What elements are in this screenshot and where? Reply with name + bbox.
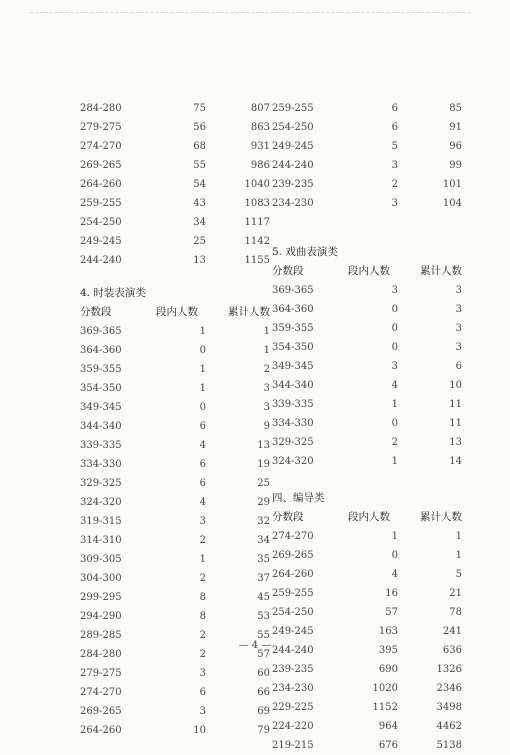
count-cell: 676 [378, 740, 398, 751]
count-cell: 6 [199, 687, 206, 698]
count-cell: 0 [199, 402, 206, 413]
score-range-cell: 224-220 [272, 721, 314, 732]
score-range-cell: 229-225 [272, 702, 314, 713]
cumulative-cell: 1083 [244, 198, 270, 209]
table-row [80, 550, 270, 569]
table-row [80, 607, 270, 626]
table-row [80, 251, 270, 270]
header-cumulative: 累计人数 [228, 306, 270, 318]
table-row [80, 118, 270, 137]
table-row [272, 546, 462, 565]
cumulative-cell: 3 [455, 342, 462, 353]
table-row [80, 156, 270, 175]
count-cell: 54 [193, 179, 206, 190]
table-row [272, 622, 462, 641]
table-row [272, 319, 462, 338]
section-b-title: 四、编导类 [272, 492, 325, 504]
table-row [272, 565, 462, 584]
cumulative-cell: 1117 [244, 217, 270, 228]
score-range-cell: 369-365 [80, 326, 122, 337]
table-row [80, 213, 270, 232]
top-rule [30, 12, 470, 13]
score-range-cell: 299-295 [80, 592, 122, 603]
cumulative-cell: 1040 [244, 179, 270, 190]
table-row [272, 736, 462, 755]
cumulative-cell: 4462 [436, 721, 462, 732]
cumulative-cell: 2 [263, 364, 270, 375]
count-cell: 57 [385, 607, 398, 618]
score-range-cell: 364-360 [272, 304, 314, 315]
cumulative-cell: 3 [455, 285, 462, 296]
cumulative-cell: 6 [455, 361, 462, 372]
table-row [80, 664, 270, 683]
count-cell: 6 [391, 103, 398, 114]
score-range-cell: 359-355 [80, 364, 122, 375]
count-cell: 55 [193, 160, 206, 171]
score-range-cell: 344-340 [80, 421, 122, 432]
score-range-cell: 264-260 [272, 569, 314, 580]
count-cell: 964 [378, 721, 398, 732]
count-cell: 13 [193, 255, 206, 266]
right-column [272, 99, 462, 755]
score-range-cell: 364-360 [80, 345, 122, 356]
page-number: — 4 — [238, 640, 272, 651]
cumulative-cell: 863 [250, 122, 270, 133]
score-range-cell: 244-240 [80, 255, 122, 266]
count-cell: 34 [193, 217, 206, 228]
cumulative-cell: 1155 [244, 255, 270, 266]
cumulative-cell: 3 [263, 402, 270, 413]
table-row [80, 702, 270, 721]
table-row [80, 99, 270, 118]
table-row [80, 232, 270, 251]
cumulative-cell: 1 [455, 550, 462, 561]
count-cell: 1 [199, 326, 206, 337]
cumulative-cell: 37 [257, 573, 270, 584]
count-cell: 4 [391, 380, 398, 391]
score-range-cell: 259-255 [272, 103, 314, 114]
section5-title: 5. 戏曲表演类 [272, 246, 338, 258]
score-range-cell: 269-265 [272, 550, 314, 561]
count-cell: 1020 [372, 683, 398, 694]
table-row [80, 683, 270, 702]
table-row [272, 679, 462, 698]
score-range-cell: 244-240 [272, 160, 314, 171]
count-cell: 2 [391, 179, 398, 190]
count-cell: 56 [193, 122, 206, 133]
table-row [272, 414, 462, 433]
count-cell: 3 [199, 706, 206, 717]
score-range-cell: 314-310 [80, 535, 122, 546]
cumulative-cell: 241 [442, 626, 462, 637]
table-row [80, 322, 270, 341]
score-range-cell: 369-365 [272, 285, 314, 296]
cumulative-cell: 78 [449, 607, 462, 618]
cumulative-cell: 99 [449, 160, 462, 171]
count-cell: 0 [391, 418, 398, 429]
count-cell: 1 [391, 456, 398, 467]
table-row [272, 357, 462, 376]
score-range-cell: 284-280 [80, 649, 122, 660]
score-range-cell: 319-315 [80, 516, 122, 527]
count-cell: 3 [391, 285, 398, 296]
score-range-cell: 309-305 [80, 554, 122, 565]
right-continued-table [272, 99, 462, 213]
count-cell: 8 [199, 611, 206, 622]
table-row [272, 717, 462, 736]
cumulative-cell: 55 [257, 630, 270, 641]
table-row [272, 584, 462, 603]
cumulative-cell: 11 [449, 399, 462, 410]
table-row [80, 531, 270, 550]
score-range-cell: 259-255 [272, 588, 314, 599]
table-row [272, 338, 462, 357]
table-row [272, 603, 462, 622]
score-range-cell: 254-250 [80, 217, 122, 228]
count-cell: 6 [199, 421, 206, 432]
cumulative-cell: 14 [449, 456, 462, 467]
table-row [272, 433, 462, 452]
count-cell: 2 [199, 535, 206, 546]
cumulative-cell: 79 [257, 725, 270, 736]
table-row [80, 493, 270, 512]
score-range-cell: 264-260 [80, 725, 122, 736]
cumulative-cell: 5 [455, 569, 462, 580]
cumulative-cell: 986 [250, 160, 270, 171]
cumulative-cell: 32 [257, 516, 270, 527]
score-range-cell: 349-345 [80, 402, 122, 413]
header-count: 段内人数 [156, 306, 198, 318]
count-cell: 0 [391, 323, 398, 334]
cumulative-cell: 53 [257, 611, 270, 622]
count-cell: 6 [391, 122, 398, 133]
count-cell: 5 [391, 141, 398, 152]
count-cell: 4 [199, 440, 206, 451]
table-row [80, 436, 270, 455]
count-cell: 1 [199, 554, 206, 565]
count-cell: 3 [391, 361, 398, 372]
table-row [80, 474, 270, 493]
cumulative-cell: 35 [257, 554, 270, 565]
cumulative-cell: 60 [257, 668, 270, 679]
cumulative-cell: 1142 [244, 236, 270, 247]
section-b-header-row [272, 508, 462, 527]
cumulative-cell: 21 [449, 588, 462, 599]
cumulative-cell: 85 [449, 103, 462, 114]
count-cell: 1152 [372, 702, 398, 713]
section5-table [272, 281, 462, 471]
score-range-cell: 334-330 [272, 418, 314, 429]
count-cell: 16 [385, 588, 398, 599]
section4-table [80, 322, 270, 740]
header-score-range: 分数段 [272, 265, 304, 277]
score-range-cell: 349-345 [272, 361, 314, 372]
table-row [272, 175, 462, 194]
score-range-cell: 344-340 [272, 380, 314, 391]
header-count: 段内人数 [348, 511, 390, 523]
score-range-cell: 244-240 [272, 645, 314, 656]
count-cell: 3 [391, 160, 398, 171]
score-range-cell: 324-320 [272, 456, 314, 467]
count-cell: 3 [391, 198, 398, 209]
count-cell: 2 [391, 437, 398, 448]
cumulative-cell: 3 [455, 304, 462, 315]
score-range-cell: 354-350 [80, 383, 122, 394]
count-cell: 3 [199, 516, 206, 527]
score-range-cell: 359-355 [272, 323, 314, 334]
score-range-cell: 249-245 [80, 236, 122, 247]
header-cumulative: 累计人数 [420, 265, 462, 277]
score-range-cell: 324-320 [80, 497, 122, 508]
count-cell: 2 [199, 649, 206, 660]
count-cell: 1 [199, 383, 206, 394]
header-count: 段内人数 [348, 265, 390, 277]
count-cell: 1 [391, 399, 398, 410]
count-cell: 0 [391, 304, 398, 315]
score-range-cell: 254-250 [272, 122, 314, 133]
cumulative-cell: 807 [250, 103, 270, 114]
table-row [272, 300, 462, 319]
count-cell: 43 [193, 198, 206, 209]
count-cell: 0 [391, 342, 398, 353]
score-range-cell: 234-230 [272, 198, 314, 209]
count-cell: 2 [199, 630, 206, 641]
table-row [272, 527, 462, 546]
score-range-cell: 254-250 [272, 607, 314, 618]
header-cumulative: 累计人数 [420, 511, 462, 523]
cumulative-cell: 2346 [436, 683, 462, 694]
count-cell: 6 [199, 459, 206, 470]
table-row [80, 455, 270, 474]
score-range-cell: 354-350 [272, 342, 314, 353]
cumulative-cell: 3 [455, 323, 462, 334]
cumulative-cell: 10 [449, 380, 462, 391]
table-row [80, 379, 270, 398]
table-row [272, 118, 462, 137]
count-cell: 1 [391, 531, 398, 542]
cumulative-cell: 1 [263, 326, 270, 337]
score-range-cell: 294-290 [80, 611, 122, 622]
table-row [80, 569, 270, 588]
cumulative-cell: 19 [257, 459, 270, 470]
cumulative-cell: 1326 [436, 664, 462, 675]
score-range-cell: 259-255 [80, 198, 122, 209]
cumulative-cell: 13 [449, 437, 462, 448]
table-row [272, 194, 462, 213]
score-range-cell: 279-275 [80, 668, 122, 679]
score-range-cell: 239-235 [272, 664, 314, 675]
table-row [272, 660, 462, 679]
cumulative-cell: 636 [442, 645, 462, 656]
cumulative-cell: 45 [257, 592, 270, 603]
table-row [80, 398, 270, 417]
cumulative-cell: 5138 [436, 740, 462, 751]
count-cell: 8 [199, 592, 206, 603]
score-range-cell: 264-260 [80, 179, 122, 190]
count-cell: 4 [199, 497, 206, 508]
cumulative-cell: 9 [263, 421, 270, 432]
score-range-cell: 219-215 [272, 740, 314, 751]
score-range-cell: 289-285 [80, 630, 122, 641]
cumulative-cell: 1 [455, 531, 462, 542]
count-cell: 2 [199, 573, 206, 584]
table-row [272, 281, 462, 300]
score-range-cell: 234-230 [272, 683, 314, 694]
cumulative-cell: 1 [263, 345, 270, 356]
score-range-cell: 329-325 [272, 437, 314, 448]
score-range-cell: 329-325 [80, 478, 122, 489]
count-cell: 690 [378, 664, 398, 675]
count-cell: 0 [391, 550, 398, 561]
cumulative-cell: 104 [442, 198, 462, 209]
count-cell: 25 [193, 236, 206, 247]
score-range-cell: 304-300 [80, 573, 122, 584]
table-row [80, 360, 270, 379]
table-row [272, 99, 462, 118]
count-cell: 163 [378, 626, 398, 637]
count-cell: 1 [199, 364, 206, 375]
left-continued-table [80, 99, 270, 270]
count-cell: 395 [378, 645, 398, 656]
header-score-range: 分数段 [80, 306, 112, 318]
cumulative-cell: 3498 [436, 702, 462, 713]
cumulative-cell: 57 [257, 649, 270, 660]
score-range-cell: 269-265 [80, 160, 122, 171]
score-range-cell: 334-330 [80, 459, 122, 470]
score-range-cell: 284-280 [80, 103, 122, 114]
table-row [272, 137, 462, 156]
table-row [80, 137, 270, 156]
count-cell: 10 [193, 725, 206, 736]
score-range-cell: 274-270 [80, 141, 122, 152]
count-cell: 3 [199, 668, 206, 679]
cumulative-cell: 13 [257, 440, 270, 451]
score-range-cell: 249-245 [272, 141, 314, 152]
header-score-range: 分数段 [272, 511, 304, 523]
cumulative-cell: 29 [257, 497, 270, 508]
table-row [80, 175, 270, 194]
score-range-cell: 274-270 [80, 687, 122, 698]
table-row [80, 588, 270, 607]
score-range-cell: 339-335 [80, 440, 122, 451]
cumulative-cell: 34 [257, 535, 270, 546]
table-row [80, 417, 270, 436]
cumulative-cell: 66 [257, 687, 270, 698]
section4-header-row [80, 303, 270, 322]
score-range-cell: 249-245 [272, 626, 314, 637]
score-range-cell: 279-275 [80, 122, 122, 133]
section5-header-row [272, 262, 462, 281]
score-range-cell: 274-270 [272, 531, 314, 542]
score-range-cell: 239-235 [272, 179, 314, 190]
count-cell: 0 [199, 345, 206, 356]
table-row [80, 512, 270, 531]
cumulative-cell: 91 [449, 122, 462, 133]
table-row [80, 341, 270, 360]
table-row [272, 395, 462, 414]
table-row [272, 452, 462, 471]
table-row [272, 376, 462, 395]
table-row [80, 721, 270, 740]
count-cell: 6 [199, 478, 206, 489]
count-cell: 75 [193, 103, 206, 114]
cumulative-cell: 3 [263, 383, 270, 394]
table-row [80, 194, 270, 213]
cumulative-cell: 101 [442, 179, 462, 190]
score-range-cell: 269-265 [80, 706, 122, 717]
count-cell: 4 [391, 569, 398, 580]
cumulative-cell: 25 [257, 478, 270, 489]
count-cell: 68 [193, 141, 206, 152]
cumulative-cell: 931 [250, 141, 270, 152]
section4-title: 4. 时装表演类 [80, 287, 146, 299]
table-row [272, 156, 462, 175]
cumulative-cell: 11 [449, 418, 462, 429]
cumulative-cell: 69 [257, 706, 270, 717]
cumulative-cell: 96 [449, 141, 462, 152]
score-range-cell: 339-335 [272, 399, 314, 410]
